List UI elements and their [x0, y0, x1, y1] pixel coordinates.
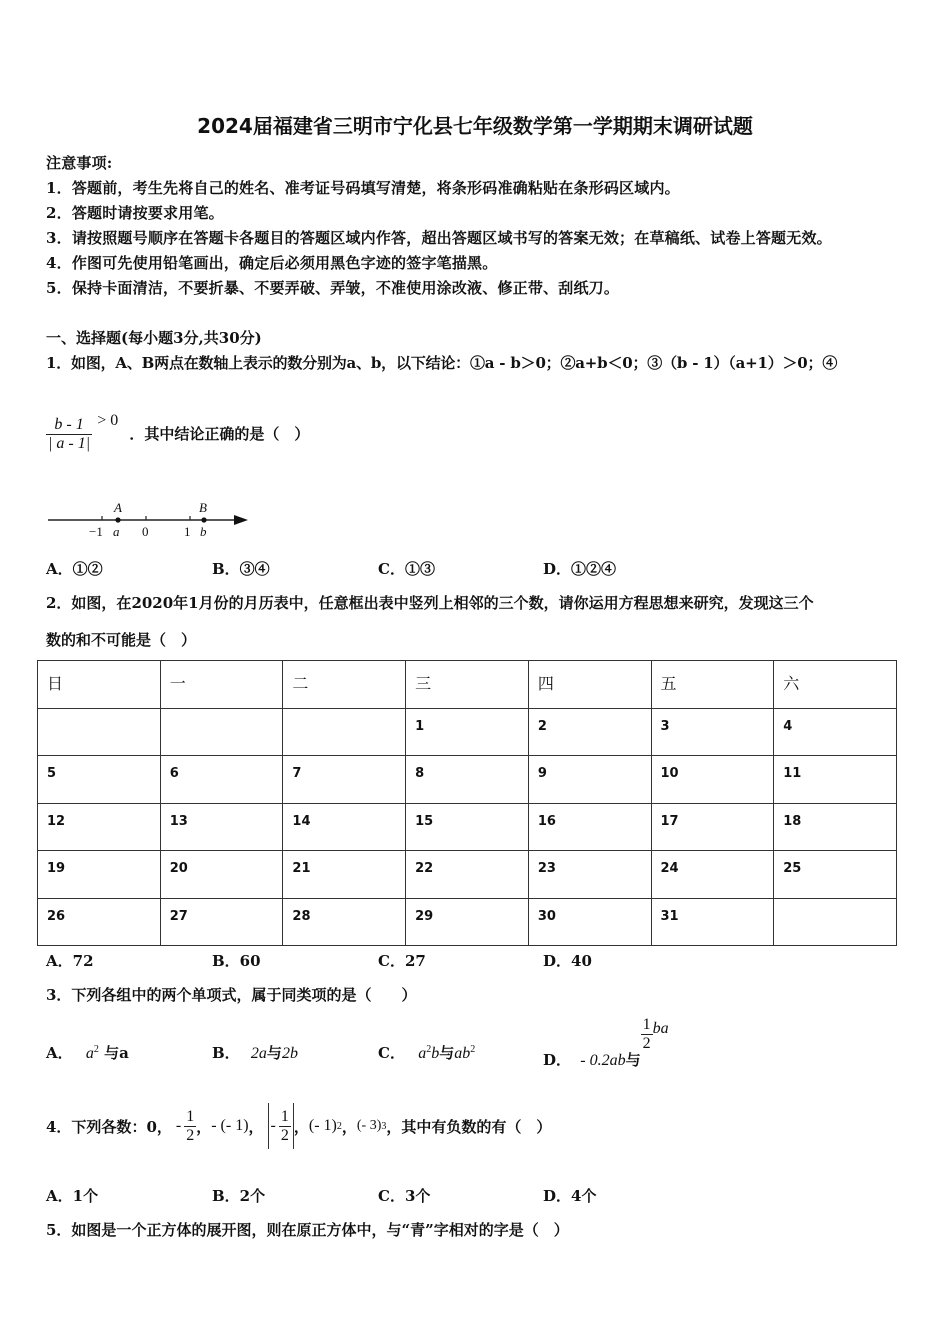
note-2: 2．答题时请按要求用笔。	[46, 204, 224, 222]
calendar-cell: 20	[160, 851, 283, 899]
q4-stem: 4．下列各数：0， - $\frac{1}{2}$ ， - (- 1) ， - $\frac{1}{2}$ ， (- 1) 2 ， (- 3) 3 ，其中有负数的有（ ）	[46, 1102, 551, 1150]
point-a-label: A	[114, 500, 122, 515]
calendar-header-thu: 四	[528, 661, 651, 709]
calendar-cell: 9	[528, 756, 651, 804]
calendar-cell: 23	[528, 851, 651, 899]
calendar-cell: 1	[406, 708, 529, 756]
q3-option-c[interactable]: C． $a^2b$与$ab^2$	[378, 1044, 476, 1062]
calendar-cell	[774, 898, 897, 946]
q2-stem-line1: 2．如图，在2020年1月份的月历表中，任意框出表中竖列上相邻的三个数，请你运用方程思想来研究，发现这三个	[46, 594, 814, 612]
q3-option-b[interactable]: B． 2a与2b	[212, 1044, 298, 1062]
calendar-cell: 24	[651, 851, 774, 899]
section-heading: 一、选择题(每小题3分,共30分)	[46, 329, 262, 347]
calendar-cell: 28	[283, 898, 406, 946]
tick-0-label: 0	[142, 524, 149, 539]
calendar-header-fri: 五	[651, 661, 774, 709]
calendar-row	[38, 898, 897, 946]
calendar-header-mon: 一	[160, 661, 283, 709]
q2-stem-line2: 数的和不可能是（ ）	[46, 631, 197, 649]
calendar-cell	[38, 708, 161, 756]
q1-stem: 1．如图，A、B两点在数轴上表示的数分别为a、b，以下结论：①a - b＞0；②a+b＜0；③（b - 1）（a+1）＞0；④	[46, 354, 838, 372]
q4-option-a[interactable]: A．1个	[46, 1187, 99, 1205]
q3-option-d[interactable]: D． - 0.2ab与 $\frac{1}{2}$ ba	[543, 1016, 669, 1069]
q4-option-b[interactable]: B．2个	[212, 1187, 266, 1205]
calendar-row	[38, 756, 897, 804]
note-3: 3．请按照题号顺序在答题卡各题目的答题区域内作答，超出答题区域书写的答案无效；在草稿纸、试卷上答题无效。	[46, 229, 832, 247]
calendar-cell: 15	[406, 803, 529, 851]
q5-stem: 5．如图是一个正方体的展开图，则在原正方体中，与“青”字相对的字是（ ）	[46, 1221, 569, 1239]
calendar-cell: 18	[774, 803, 897, 851]
calendar-cell: 4	[774, 708, 897, 756]
calendar-cell: 29	[406, 898, 529, 946]
q1-option-a[interactable]: A．①②	[46, 560, 103, 578]
q3-option-a[interactable]: A． $a^2$ 与a	[46, 1044, 129, 1062]
calendar-cell: 26	[38, 898, 161, 946]
q3-stem: 3．下列各组中的两个单项式，属于同类项的是（ ）	[46, 986, 417, 1004]
q4-neg-half: $\frac{1}{2}$	[186, 1107, 195, 1144]
q4-option-d[interactable]: D．4个	[543, 1187, 597, 1205]
point-b-label: B	[199, 500, 207, 515]
note-1: 1．答题前，考生先将自己的姓名、准考证号码填写清楚，将条形码准确粘贴在条形码区域内。	[46, 179, 680, 197]
calendar-cell: 12	[38, 803, 161, 851]
calendar-cell: 17	[651, 803, 774, 851]
q1-stem-end: ．其中结论正确的是（ ）	[129, 425, 310, 443]
calendar-cell: 13	[160, 803, 283, 851]
calendar-header-tue: 二	[283, 661, 406, 709]
note-5: 5．保持卡面清洁，不要折暴、不要弄破、弄皱，不准使用涂改液、修正带、刮纸刀。	[46, 279, 620, 297]
q1-fraction-relation: > 0	[97, 412, 119, 429]
calendar-cell: 2	[528, 708, 651, 756]
tick-neg1-label: −1	[89, 524, 103, 539]
q4-option-c[interactable]: C．3个	[378, 1187, 431, 1205]
calendar-cell: 8	[406, 756, 529, 804]
notes-heading: 注意事项:	[46, 154, 113, 172]
q2-option-d[interactable]: D．40	[543, 952, 592, 970]
q2-option-b[interactable]: B．60	[212, 952, 261, 970]
number-line	[46, 498, 256, 544]
calendar-header-wed: 三	[406, 661, 529, 709]
calendar-cell: 27	[160, 898, 283, 946]
calendar-cell: 25	[774, 851, 897, 899]
q3-d-fraction: $\frac{1}{2}$	[642, 1016, 651, 1052]
q4-abs-value: - $\frac{1}{2}$	[268, 1103, 294, 1149]
q1-option-c[interactable]: C．①③	[378, 560, 435, 578]
q1-fraction-line	[46, 412, 309, 453]
calendar-header-row	[38, 661, 897, 709]
calendar-cell: 21	[283, 851, 406, 899]
q2-option-a[interactable]: A．72	[46, 952, 94, 970]
calendar-header-sun: 日	[38, 661, 161, 709]
calendar-cell: 10	[651, 756, 774, 804]
calendar-cell	[160, 708, 283, 756]
page-title: 2024届福建省三明市宁化县七年级数学第一学期期末调研试题	[197, 114, 753, 138]
calendar-row	[38, 803, 897, 851]
q1-option-d[interactable]: D．①②④	[543, 560, 617, 578]
note-4: 4．作图可先使用铅笔画出，确定后必须用黑色字迹的签字笔描黑。	[46, 254, 498, 272]
calendar-cell: 7	[283, 756, 406, 804]
calendar-cell: 14	[283, 803, 406, 851]
q1-fraction: $\frac{b - 1}{| a - 1|}$	[48, 416, 91, 452]
calendar-cell: 11	[774, 756, 897, 804]
calendar-cell: 31	[651, 898, 774, 946]
calendar-header-sat: 六	[774, 661, 897, 709]
calendar-cell: 22	[406, 851, 529, 899]
calendar-row	[38, 851, 897, 899]
var-b-label: b	[200, 524, 207, 539]
number-line-axis-icon	[46, 498, 256, 544]
q2-option-c[interactable]: C．27	[378, 952, 426, 970]
calendar-row	[38, 708, 897, 756]
calendar-cell: 5	[38, 756, 161, 804]
var-a-label: a	[113, 524, 120, 539]
calendar-table	[37, 660, 897, 946]
calendar-cell: 30	[528, 898, 651, 946]
calendar-cell	[283, 708, 406, 756]
tick-1-label: 1	[184, 524, 191, 539]
calendar-cell: 6	[160, 756, 283, 804]
q1-option-b[interactable]: B．③④	[212, 560, 270, 578]
calendar-cell: 19	[38, 851, 161, 899]
calendar-cell: 3	[651, 708, 774, 756]
calendar-cell: 16	[528, 803, 651, 851]
